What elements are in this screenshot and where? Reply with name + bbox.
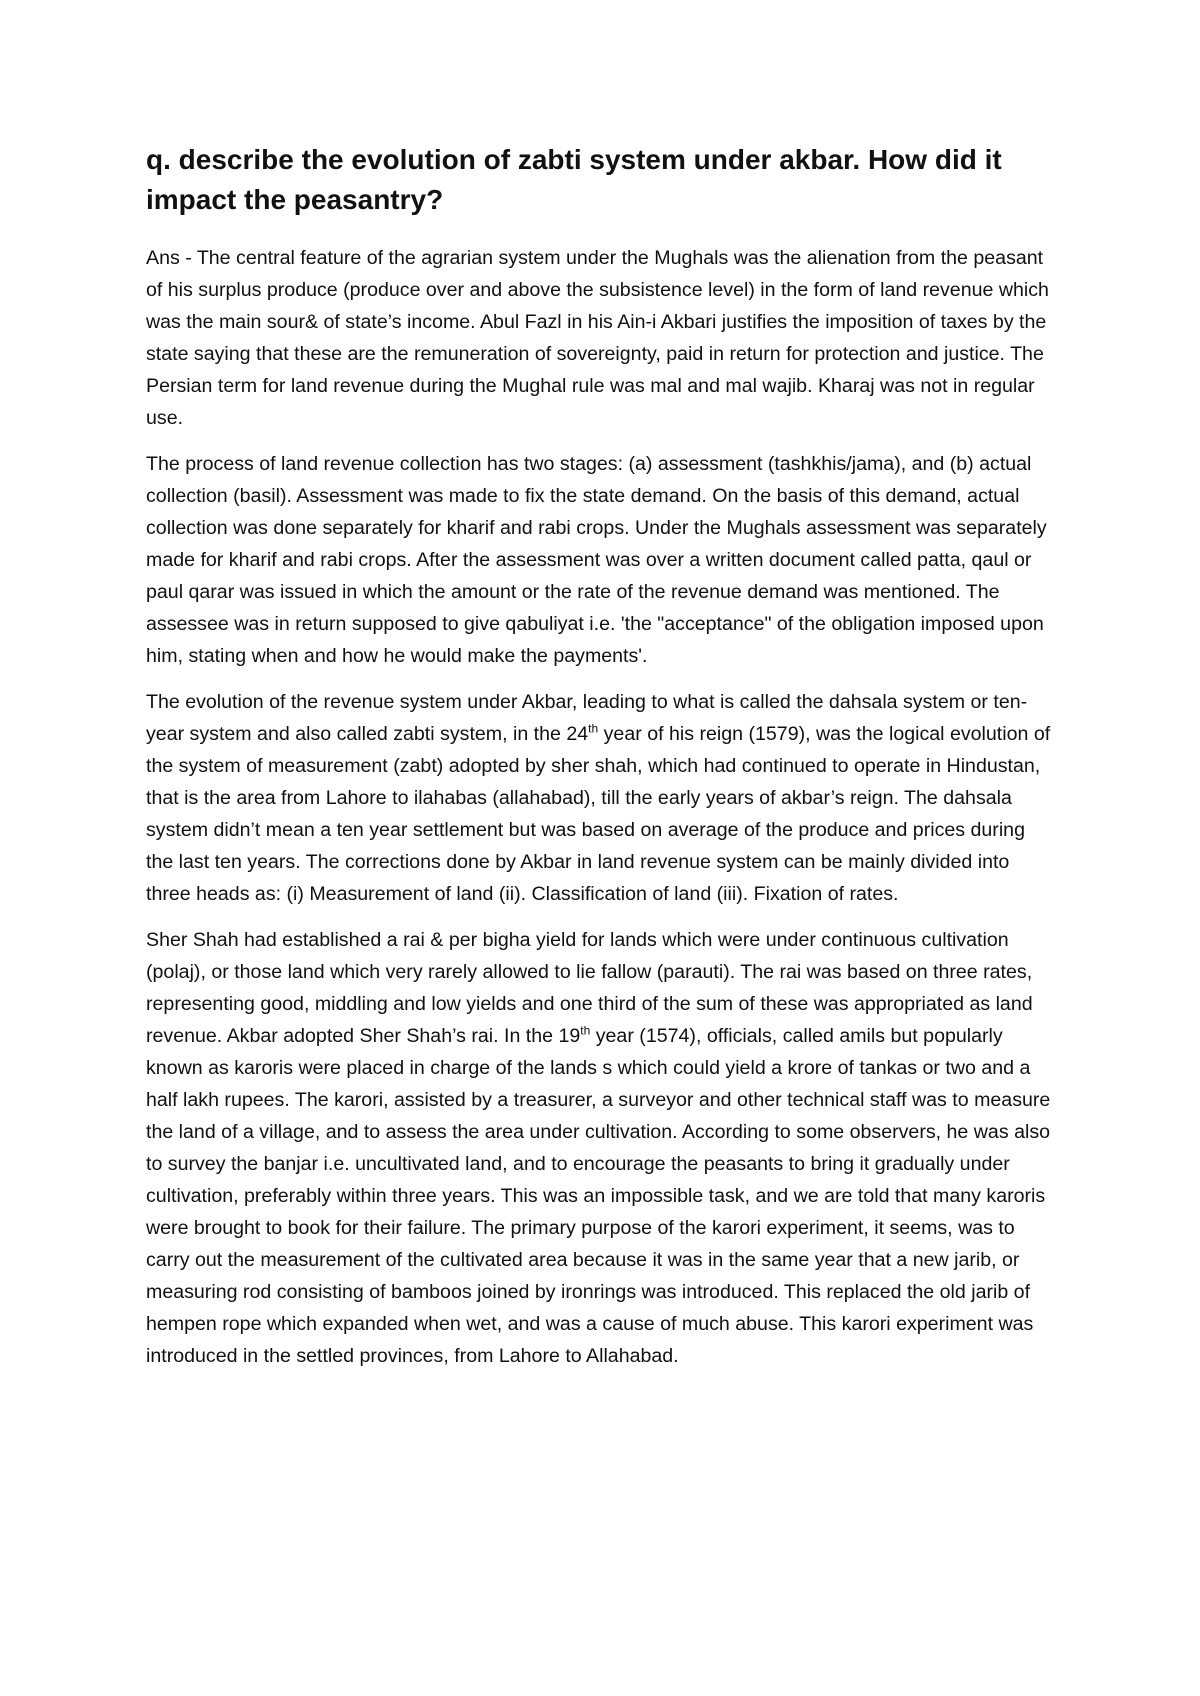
paragraph-text: year of his reign (1579), was the logical evolution of the system of measurement (zabt) adopted by sher shah, which had continued to operate in Hindustan, that is the area from Lahore to ilahabas (allahabad), till the early years of akbar’s reign. The dahsala system didn’t mean a ten year settlement but was based on average of the produce and prices during the last ten years. The corrections done by Akbar in land revenue system can be mainly divided into three heads as: (i) Measurement of land (ii). Classification of land (iii). Fixation of rates. bbox=[146, 723, 1051, 905]
ordinal-suffix: th bbox=[588, 721, 599, 736]
paragraph-answer-intro: Ans - The central feature of the agrarian system under the Mughals was the alienation from the peasant of his surplus produce (produce over and above the subsistence level) in the form of land revenue which was the main sour& of state’s income. Abul Fazl in his Ain-i Akbari justifies the imposition of taxes by the state saying that these are the remuneration of sovereignty, paid in return for protection and justice. The Persian term for land revenue during the Mughal rule was mal and mal wajib. Kharaj was not in regular use. bbox=[146, 247, 1049, 429]
paragraph-sher-shah-rai bbox=[146, 924, 1056, 1372]
paragraph-text: year (1574), officials, called amils but popularly known as karoris were placed in charge of the lands s which could yield a krore of tankas or two and a half lakh rupees. The karori, assisted by a treasurer, a surveyor and other technical staff was to measure the land of a village, and to assess the area under cultivation. According to some observers, he was also to survey the banjar i.e. uncultivated land, and to encourage the peasants to bring it gradually under cultivation, preferably within three years. This was an impossible task, and we are told that many karoris were brought to book for their failure. The primary purpose of the karori experiment, it seems, was to carry out the measurement of the cultivated area because it was in the same year that a new jarib, or measuring rod consisting of bamboos joined by ironrings was introduced. This replaced the old jarib of hempen rope which expanded when wet, and was a cause of much abuse. This karori experiment was introduced in the settled provinces, from Lahore to Allahabad. bbox=[146, 1025, 1051, 1367]
ordinal-suffix: th bbox=[580, 1023, 591, 1038]
paragraph-text: The evolution of the revenue system under Akbar, leading to what is called the dahsala system or ten-year system and also called zabti system, in the 24 bbox=[146, 691, 1028, 745]
paragraph-revenue-collection: The process of land revenue collection has two stages: (a) assessment (tashkhis/jama), and (b) actual collection (basil). Assessment was made to fix the state demand. On the basis of this demand, actual collection was done separately for kharif and rabi crops. Under the Mughals assessment was separately made for kharif and rabi crops. After the assessment was over a written document called patta, qaul or paul qarar was issued in which the amount or the rate of the revenue demand was mentioned. The assessee was in return supposed to give qabuliyat i.e. 'the "acceptance" of the obligation imposed upon him, stating when and how he would make the payments'. bbox=[146, 453, 1047, 667]
document-page bbox=[146, 140, 1056, 1386]
paragraph-text: Sher Shah had established a rai & per bigha yield for lands which were under continuous cultivation (polaj), or those land which very rarely allowed to lie fallow (parauti). The rai was based on three rates, representing good, middling and low yields and one third of the sum of these was appropriated as land revenue. Akbar adopted Sher Shah’s rai. In the 19 bbox=[146, 929, 1033, 1047]
paragraph-dahsala-evolution bbox=[146, 686, 1056, 910]
question-heading: q. describe the evolution of zabti system under akbar. How did it impact the peasantry? bbox=[146, 144, 1002, 215]
